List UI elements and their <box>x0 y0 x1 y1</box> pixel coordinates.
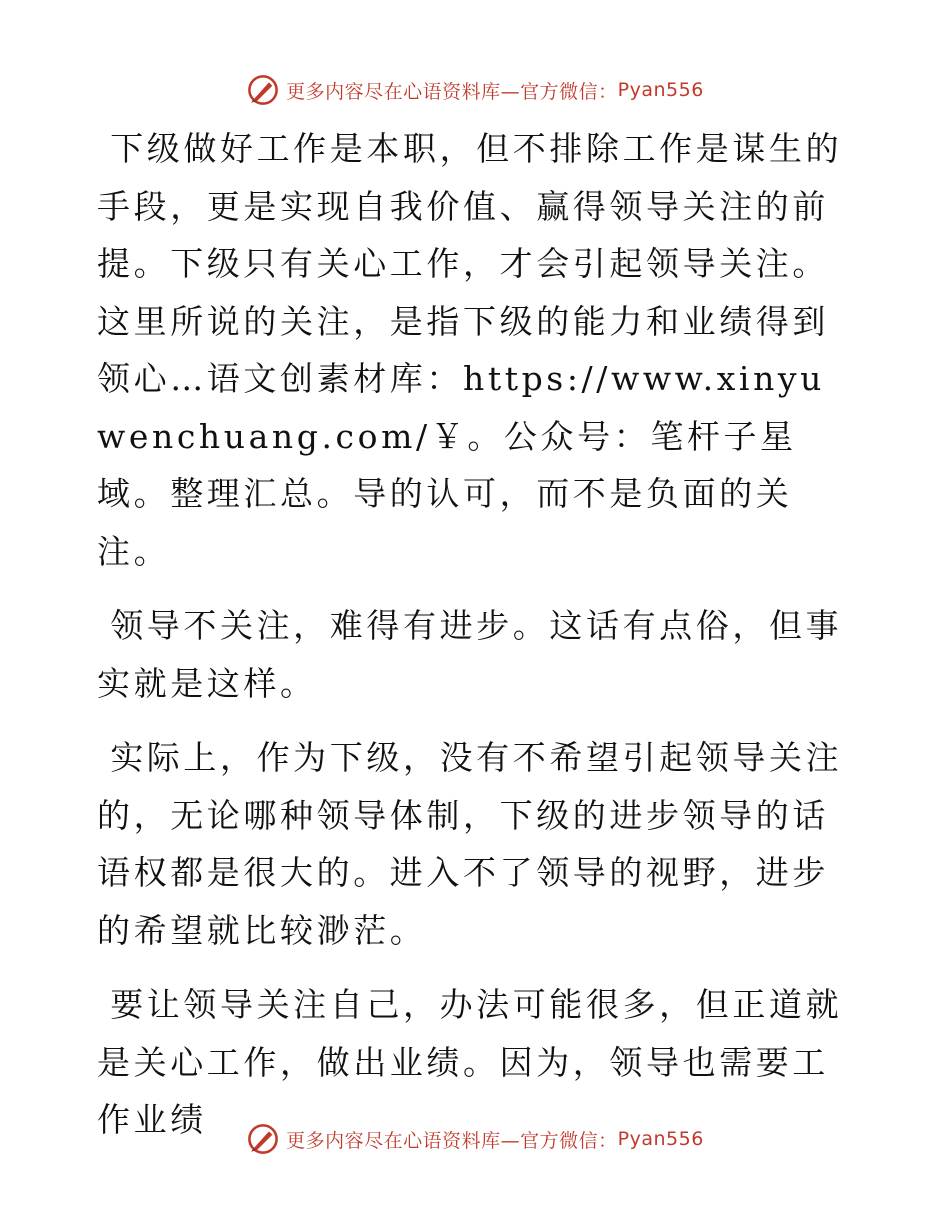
document-body <box>97 120 853 1166</box>
footer-banner <box>0 1117 950 1161</box>
paragraph-2: 领导不关注，难得有进步。这话有点俗，但事实就是这样。 <box>97 606 843 703</box>
banner-text: 更多内容尽在心语资料库—官方微信： <box>286 80 618 103</box>
pen-logo-icon <box>246 73 280 107</box>
pen-logo-icon <box>246 1122 280 1156</box>
paragraph-4: 要让领导关注自己，办法可能很多，但正道就是关心工作，做出业绩。因为，领导也需要工作业绩 <box>97 985 843 1139</box>
banner-wechat-id: Pyan556 <box>617 79 704 101</box>
paragraph-1: 下级做好工作是本职，但不排除工作是谋生的手段，更是实现自我价值、赢得领导关注的前提。下级只有关心工作，才会引起领导关注。这里所说的关注，是指下级的能力和业绩得到领心…语文创素材库：https://www.xinyuwenchuang.com/￥。公众号：笔杆子星域。整理汇总。导的认可，而不是负面的关注。 <box>97 129 843 571</box>
header-banner <box>0 68 950 112</box>
paragraph-3: 实际上，作为下级，没有不希望引起领导关注的，无论哪种领导体制，下级的进步领导的话语权都是很大的。进入不了领导的视野，进步的希望就比较渺茫。 <box>97 738 843 950</box>
banner-text: 更多内容尽在心语资料库—官方微信： <box>286 1129 618 1152</box>
banner-wechat-id: Pyan556 <box>617 1128 704 1150</box>
